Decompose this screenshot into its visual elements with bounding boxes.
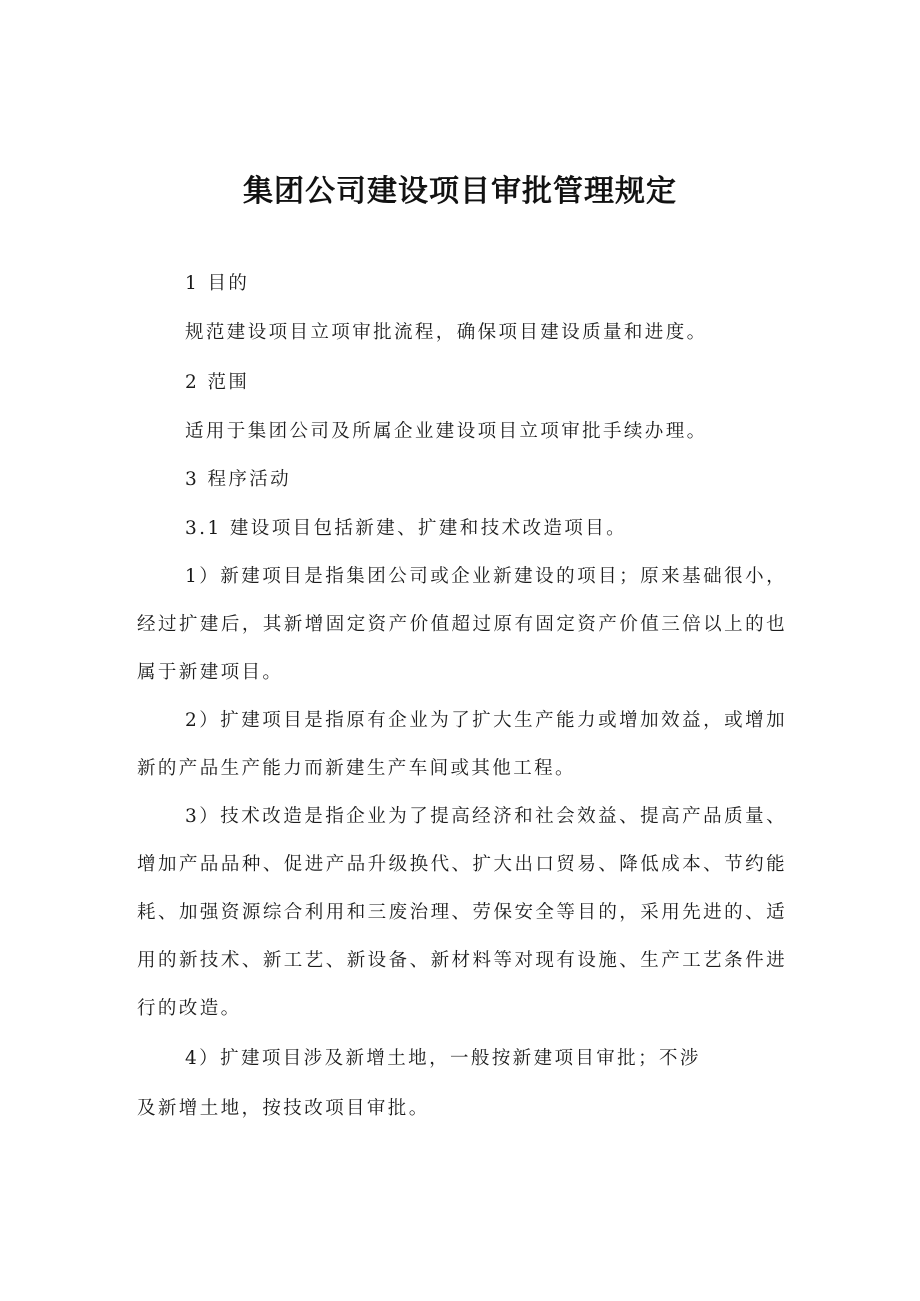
scope-text: 适用于集团公司及所属企业建设项目立项审批手续办理。 bbox=[185, 421, 708, 442]
paragraph-technical-renovation: 3）技术改造是指企业为了提高经济和社会效益、提高产品质量、增加产品品种、促进产品升级换代、扩大出口贸易、降低成本、节约能耗、加强资源综合利用和三废治理、劳保安全等目的，采用先进的、适用的新技术、新工艺、新设备、新材料等对现有设施、生产工艺条件进行的改造。 bbox=[137, 806, 787, 1019]
paragraph-expansion-project: 2）扩建项目是指原有企业为了扩大生产能力或增加效益，或增加新的产品生产能力而新建生产车间或其他工程。 bbox=[137, 710, 787, 779]
paragraph-land-rule-line-2: 及新增土地，按技改项目审批。 bbox=[137, 1098, 430, 1119]
paragraph-land-rule-line-1: 4）扩建项目涉及新增土地，一般按新建项目审批；不涉 bbox=[185, 1048, 701, 1069]
section-heading-scope: 2 范围 bbox=[185, 372, 250, 393]
item-3-1: 3.1 建设项目包括新建、扩建和技术改造项目。 bbox=[185, 518, 628, 539]
purpose-text: 规范建设项目立项审批流程，确保项目建设质量和进度。 bbox=[185, 322, 708, 343]
section-heading-procedure: 3 程序活动 bbox=[185, 469, 292, 490]
page-title: 集团公司建设项目审批管理规定 bbox=[243, 174, 677, 209]
paragraph-new-project: 1）新建项目是指集团公司或企业新建设的项目；原来基础很小，经过扩建后，其新增固定资产价值超过原有固定资产价值三倍以上的也属于新建项目。 bbox=[137, 566, 787, 683]
section-heading-purpose: 1 目的 bbox=[185, 273, 250, 294]
